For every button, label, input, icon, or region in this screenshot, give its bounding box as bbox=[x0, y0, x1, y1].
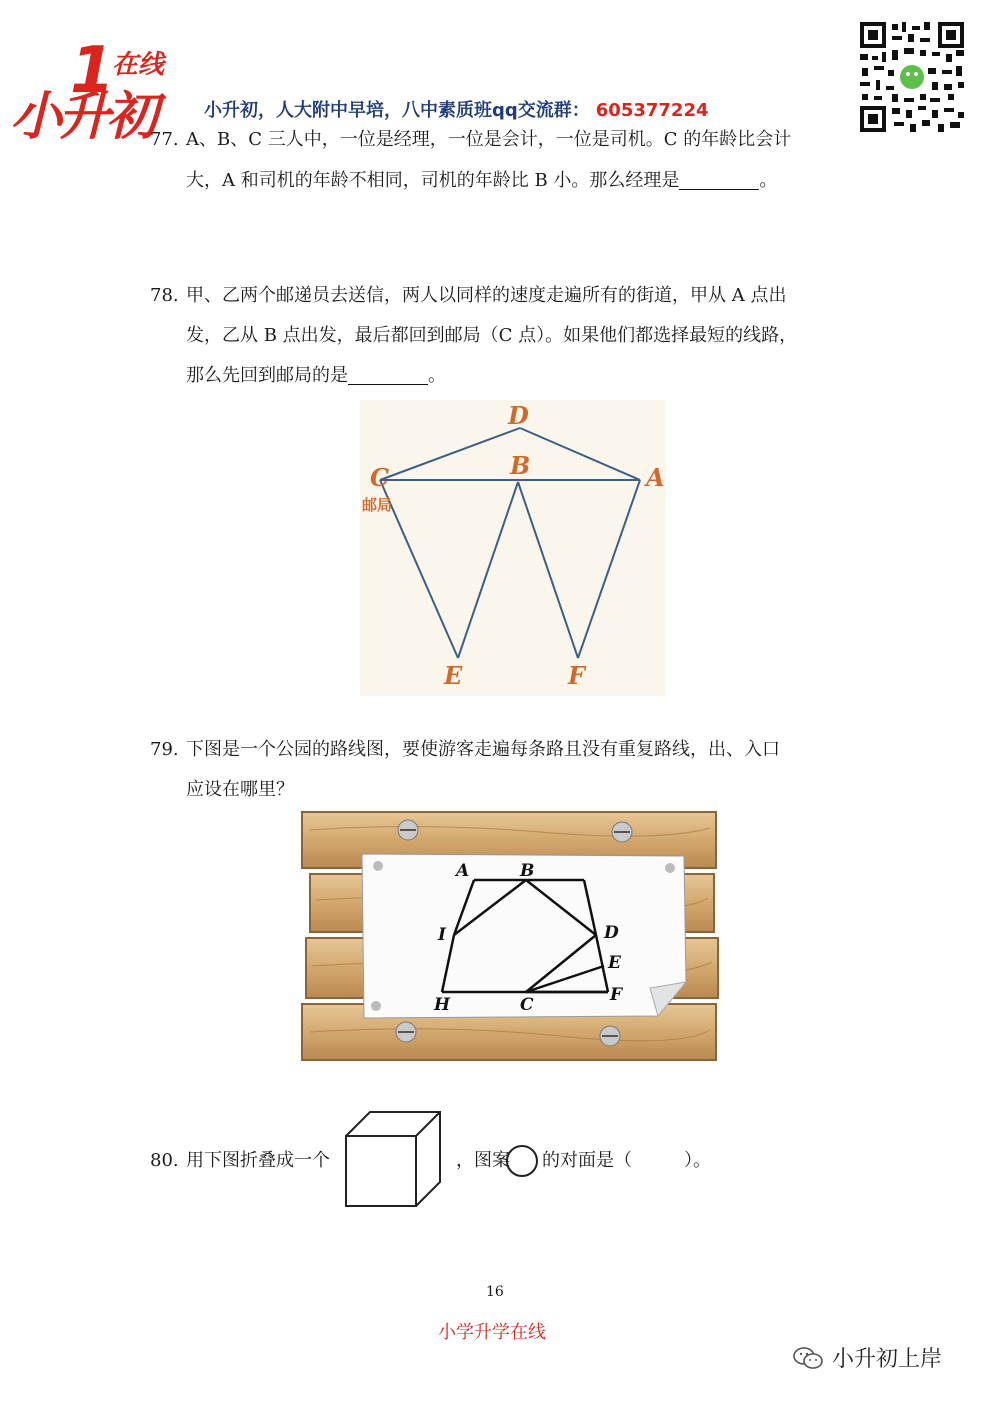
question-number: 78. bbox=[150, 285, 179, 306]
label-c: C bbox=[520, 995, 534, 1015]
wechat-account bbox=[792, 1342, 942, 1373]
question-text: 用下图折叠成一个 bbox=[186, 1150, 330, 1171]
qq-number: 605377224 bbox=[595, 100, 709, 121]
question-text-line: 应设在哪里？ bbox=[186, 779, 294, 800]
question-text-line: 下图是一个公园的路线图，要使游客走遍每条路且没有重复路线，出、入口 bbox=[186, 739, 780, 760]
question-text: 那么先回到邮局的是 bbox=[186, 365, 348, 386]
label-d: D bbox=[508, 401, 529, 430]
label-d: D bbox=[604, 923, 619, 943]
label-b: B bbox=[520, 861, 535, 881]
label-b: B bbox=[510, 451, 531, 480]
label-i: I bbox=[438, 925, 446, 945]
park-route-figure bbox=[300, 810, 720, 1064]
question-text-line bbox=[186, 356, 446, 396]
label-c: C bbox=[370, 463, 390, 492]
logo-main-text: 小升初 bbox=[10, 87, 155, 147]
qq-group-label: 小升初，人大附中早培，八中素质班qq交流群： bbox=[204, 100, 590, 121]
question-text: 的对面是（ bbox=[542, 1150, 632, 1171]
question-text: ）。 bbox=[684, 1150, 711, 1171]
question-text: ，图案 bbox=[456, 1150, 510, 1171]
label-e: E bbox=[444, 661, 463, 690]
logo-badge: 在线 bbox=[112, 50, 165, 80]
label-e: E bbox=[608, 953, 621, 973]
question-text-line bbox=[186, 161, 777, 201]
label-h: H bbox=[434, 995, 451, 1015]
post-office-label: 邮局 bbox=[362, 496, 393, 514]
question-number: 80. bbox=[150, 1150, 179, 1171]
answer-blank bbox=[679, 167, 759, 190]
question-text: 大，A 和司机的年龄不相同，司机的年龄比 B 小。那么经理是 bbox=[186, 170, 680, 191]
logo-accent: 1 bbox=[70, 34, 115, 108]
footer-site-name: 小学升学在线 bbox=[438, 1322, 546, 1343]
question-text-line: 甲、乙两个邮递员去送信，两人以同样的速度走遍所有的街道，甲从 A 点出 bbox=[186, 285, 787, 306]
label-a: A bbox=[456, 861, 470, 881]
label-f: F bbox=[610, 985, 623, 1005]
cube-icon bbox=[342, 1108, 444, 1210]
question-text-end: 。 bbox=[428, 365, 446, 386]
circle-pattern-icon bbox=[504, 1144, 540, 1178]
street-map-figure bbox=[360, 400, 666, 696]
question-number: 77. bbox=[150, 129, 179, 150]
label-f: F bbox=[568, 661, 586, 690]
question-number: 79. bbox=[150, 739, 179, 760]
label-a: A bbox=[646, 463, 665, 492]
qq-group-banner bbox=[204, 96, 709, 122]
answer-blank bbox=[348, 362, 428, 385]
question-text-line: A、B、C 三人中，一位是经理，一位是会计，一位是司机。C 的年龄比会计 bbox=[186, 129, 792, 150]
wechat-icon bbox=[792, 1346, 824, 1370]
wechat-account-name: 小升初上岸 bbox=[832, 1347, 943, 1372]
question-text-end: 。 bbox=[759, 170, 778, 191]
question-text-line: 发，乙从 B 点出发，最后都回到邮局（C 点）。如果他们都选择最短的线路， bbox=[186, 325, 798, 346]
qr-code-icon bbox=[858, 20, 966, 134]
page-number: 16 bbox=[486, 1284, 504, 1300]
